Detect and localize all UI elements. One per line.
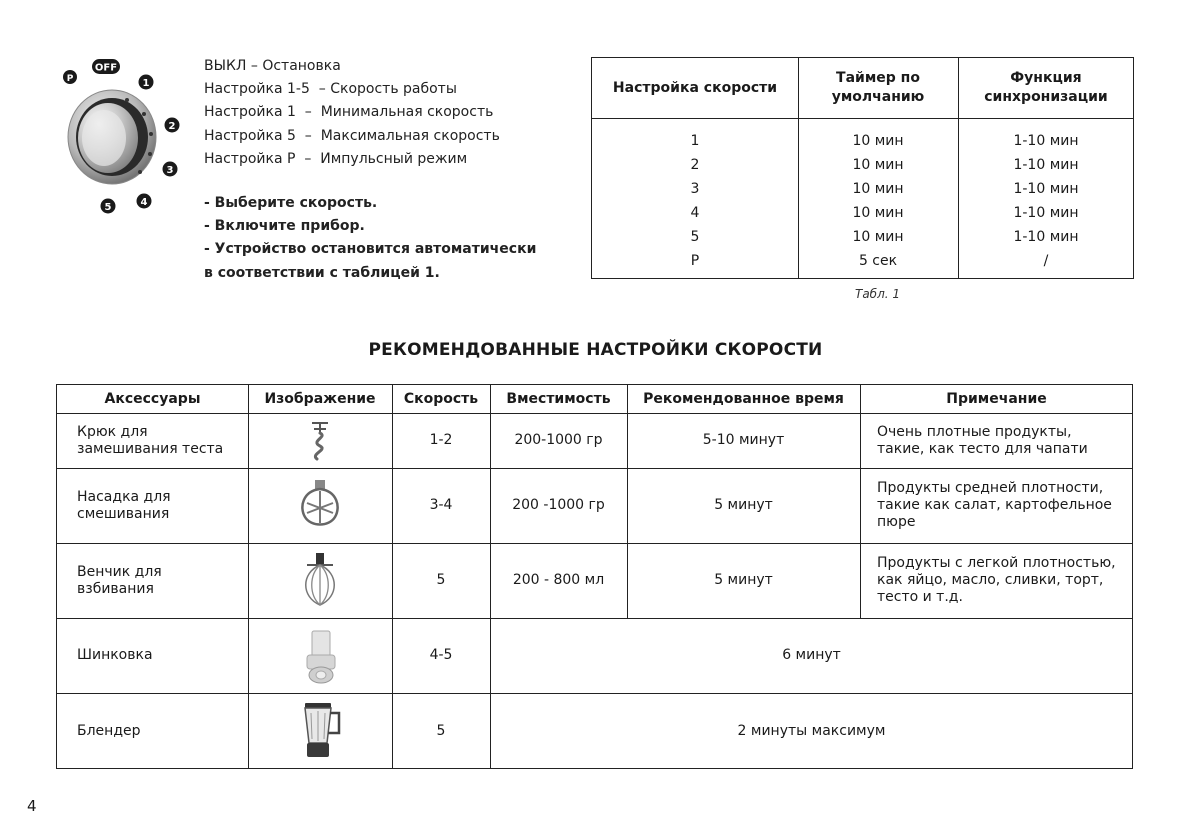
settings-line: Настройка 5 – Максимальная скорость [204,127,500,144]
accessory-name: Крюк для замешивания теста [77,423,224,457]
sync-cell: 1-10 мин [1013,157,1079,173]
column-header: Аксессуары [104,390,201,407]
speed-cell: 2 [690,157,700,173]
timer-table-header: Функция синхронизации [984,70,1108,105]
speed-value: 3-4 [429,497,453,513]
speed-cell: 3 [690,181,700,197]
accessory-name: Блендер [77,722,141,739]
column-header: Примечание [946,390,1047,407]
knob-number-2: 2 [168,121,176,132]
speed-value: 5 [436,722,446,739]
merged-time-value: 6 минут [782,647,841,663]
speed-value: 1-2 [429,432,453,448]
capacity-value: 200-1000 гр [514,432,603,448]
settings-line: Настройка 1-5 – Скорость работы [204,81,457,98]
timer-column [798,129,958,273]
knob-number-1: 1 [142,78,150,89]
speed-knob-icon [52,52,192,222]
speed-cell: 4 [690,205,700,221]
merged-time-value: 2 минуты максимум [737,722,886,739]
page-number: 4 [27,797,37,815]
knob-number-4: 4 [140,197,148,208]
speed-cell: 1 [690,133,700,149]
sync-cell: 1-10 мин [1013,181,1079,197]
knob-number-5: 5 [104,202,112,213]
instruction-step: - Устройство остановится автоматически [204,241,537,258]
timer-cell: 10 мин [852,133,904,149]
sync-cell: / [1043,253,1049,269]
sync-column [958,129,1134,273]
instruction-step: - Включите прибор. [204,218,365,235]
speed-cell: Р [690,253,700,269]
settings-line: Настройка 1 – Минимальная скорость [204,104,494,121]
timer-table-header: Таймер по умолчанию [831,70,925,105]
timer-table [591,57,1134,279]
knob-number-3: 3 [166,165,174,176]
timer-cell: 5 сек [858,253,898,269]
flat-beater-icon [295,477,345,533]
settings-line: Настройка Р – Импульсный режим [204,150,468,167]
whisk-icon [297,551,343,609]
dough-hook-icon [300,419,340,463]
knob-p-label: P [66,74,74,84]
sync-cell: 1-10 мин [1013,133,1079,149]
speed-recommendation-table [56,384,1133,769]
accessory-name: Насадка для смешивания [77,488,171,522]
table-caption: Табл. 1 [855,287,901,301]
column-header: Рекомендованное время [643,390,844,407]
timer-cell: 10 мин [852,229,904,245]
time-value: 5-10 минут [702,432,785,448]
speed-cell: 5 [690,229,700,245]
speed-value: 5 [436,572,446,588]
settings-legend [204,55,564,171]
speed-column [592,129,798,273]
timer-cell: 10 мин [852,157,904,173]
time-value: 5 минут [714,572,773,588]
accessory-name: Шинковка [77,647,153,663]
timer-table-header: Настройка скорости [612,79,778,96]
knob-off-label: OFF [94,62,118,74]
accessory-name: Венчик для взбивания [77,563,162,597]
timer-cell: 10 мин [852,205,904,221]
blender-jug-icon [297,699,345,763]
timer-cell: 10 мин [852,181,904,197]
note-text: Продукты средней плотности, такие как салат, картофельное пюре [877,480,1112,530]
time-value: 5 минут [714,497,773,513]
column-header: Изображение [264,390,376,407]
sync-cell: 1-10 мин [1013,229,1079,245]
shredder-icon [301,629,341,685]
instruction-steps [204,192,564,285]
note-text: Очень плотные продукты, такие, как тесто для чапати [877,423,1088,457]
sync-cell: 1-10 мин [1013,205,1079,221]
settings-line: ВЫКЛ – Остановка [204,58,341,74]
section-heading: РЕКОМЕНДОВАННЫЕ НАСТРОЙКИ СКОРОСТИ [368,340,823,360]
note-text: Продукты с легкой плотностью, как яйцо, масло, сливки, торт, тесто и т.д. [877,555,1116,605]
capacity-value: 200 - 800 мл [512,572,605,588]
instruction-step: - Выберите скорость. [204,195,378,211]
column-header: Вместимость [506,390,611,407]
instruction-step: в соответствии с таблицей 1. [204,264,440,281]
speed-value: 4-5 [429,647,453,663]
column-header: Скорость [403,390,479,407]
capacity-value: 200 -1000 гр [512,497,605,513]
